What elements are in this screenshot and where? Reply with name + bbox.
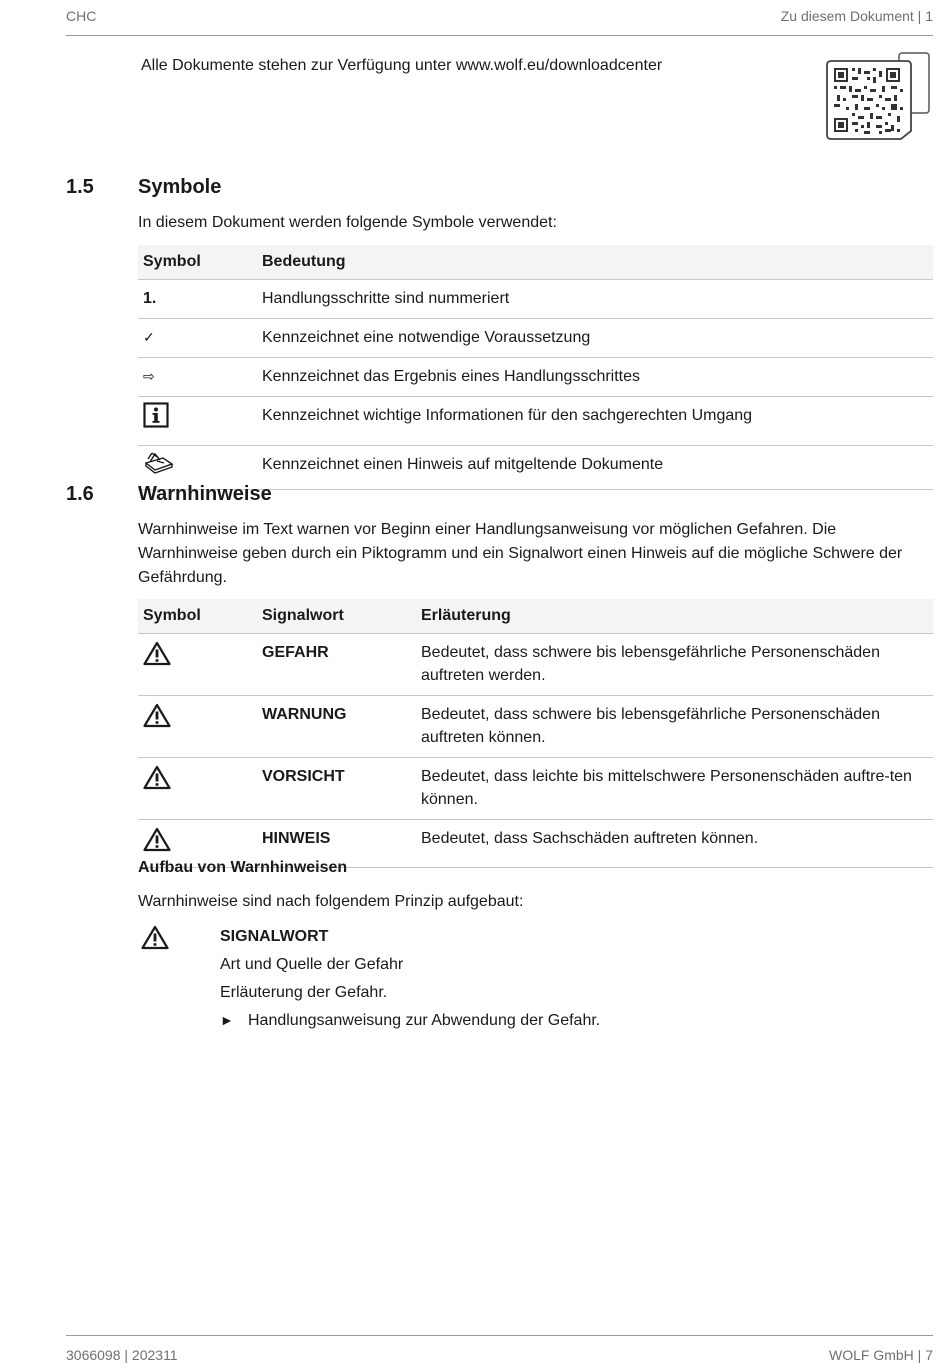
footer-doc-number: 3066098 | 202311 [66,1347,178,1363]
signal-word: GEFAHR [257,633,416,695]
table-row [138,279,933,318]
structure-heading: Aufbau von Warnhinweisen [138,859,348,876]
signal-explanation: Bedeutet, dass schwere bis lebensgefährliche Personenschäden auftreten können. [416,695,933,757]
section-number: 1.5 [66,176,94,198]
table-row [138,318,933,357]
section-title-warnhinweise: Warnhinweise [138,483,272,505]
checkmark-icon: ✓ [138,318,257,357]
result-arrow-icon: ⇨ [138,357,257,396]
signal-explanation: Bedeutet, dass Sachschäden auftreten können. [416,819,933,867]
column-header: Symbol [138,599,257,633]
download-note: Alle Dokumente stehen zur Verfügung unter www.wolf.eu/downloadcenter [141,57,663,74]
column-header: Erläuterung [416,599,933,633]
action-arrow-icon: ► [220,1012,234,1028]
symbol-meaning: Kennzeichnet einen Hinweis auf mitgeltende Dokumente [257,445,933,489]
header-chapter: Zu diesem Dokument | 1 [780,8,933,24]
table-row [138,695,933,757]
section-intro: Warnhinweise im Text warnen vor Beginn einer Handlungsanweisung vor möglichen Gefahren. Die Warnhinweise geben durch ein Piktogramm und ein Signalwort einen Hinweis auf die mögliche Schwere der Gefährdung. [138,521,903,586]
table-header-row [138,245,933,279]
signal-word: VORSICHT [257,757,416,819]
example-hazard-explanation: Erläuterung der Gefahr. [220,984,388,1001]
example-hazard-source: Art und Quelle der Gefahr [220,956,404,973]
column-header: Symbol [138,245,257,279]
column-header: Bedeutung [257,245,933,279]
symbol-meaning: Kennzeichnet das Ergebnis eines Handlungsschrittes [257,357,933,396]
section-intro: In diesem Dokument werden folgende Symbole verwendet: [138,214,557,231]
section-title-symbole: Symbole [138,176,222,198]
footer-company-page: WOLF GmbH | 7 [829,1347,933,1363]
info-icon [138,396,257,445]
symbol-meaning: Kennzeichnet wichtige Informationen für den sachgerechten Umgang [257,396,933,445]
page-header [66,8,933,36]
section-number: 1.6 [66,483,94,505]
symbol-meaning: Handlungsschritte sind nummeriert [257,279,933,318]
symbols-table [138,245,933,490]
warning-triangle-icon [138,757,257,819]
warning-triangle-icon [138,695,257,757]
signal-explanation: Bedeutet, dass leichte bis mittelschwere Personenschäden auftre-ten können. [416,757,933,819]
example-signal-word: SIGNALWORT [220,928,329,945]
header-product: CHC [66,8,97,24]
numbered-step-symbol: 1. [138,279,257,318]
signal-word: HINWEIS [257,819,416,867]
table-row [138,633,933,695]
table-row [138,757,933,819]
page-footer [66,1335,933,1365]
signal-explanation: Bedeutet, dass schwere bis lebensgefährliche Personenschäden auftreten werden. [416,633,933,695]
table-header-row [138,599,933,633]
warning-triangle-icon [138,633,257,695]
qr-code-icon [825,51,933,143]
symbol-meaning: Kennzeichnet eine notwendige Voraussetzung [257,318,933,357]
table-row [138,396,933,445]
example-action-line [220,1012,600,1030]
table-row [138,357,933,396]
warnings-table [138,599,933,868]
structure-intro: Warnhinweise sind nach folgendem Prinzip aufgebaut: [138,893,524,910]
signal-word: WARNUNG [257,695,416,757]
warning-triangle-icon [141,925,169,955]
column-header: Signalwort [257,599,416,633]
example-action: Handlungsanweisung zur Abwendung der Gefahr. [248,1012,601,1029]
